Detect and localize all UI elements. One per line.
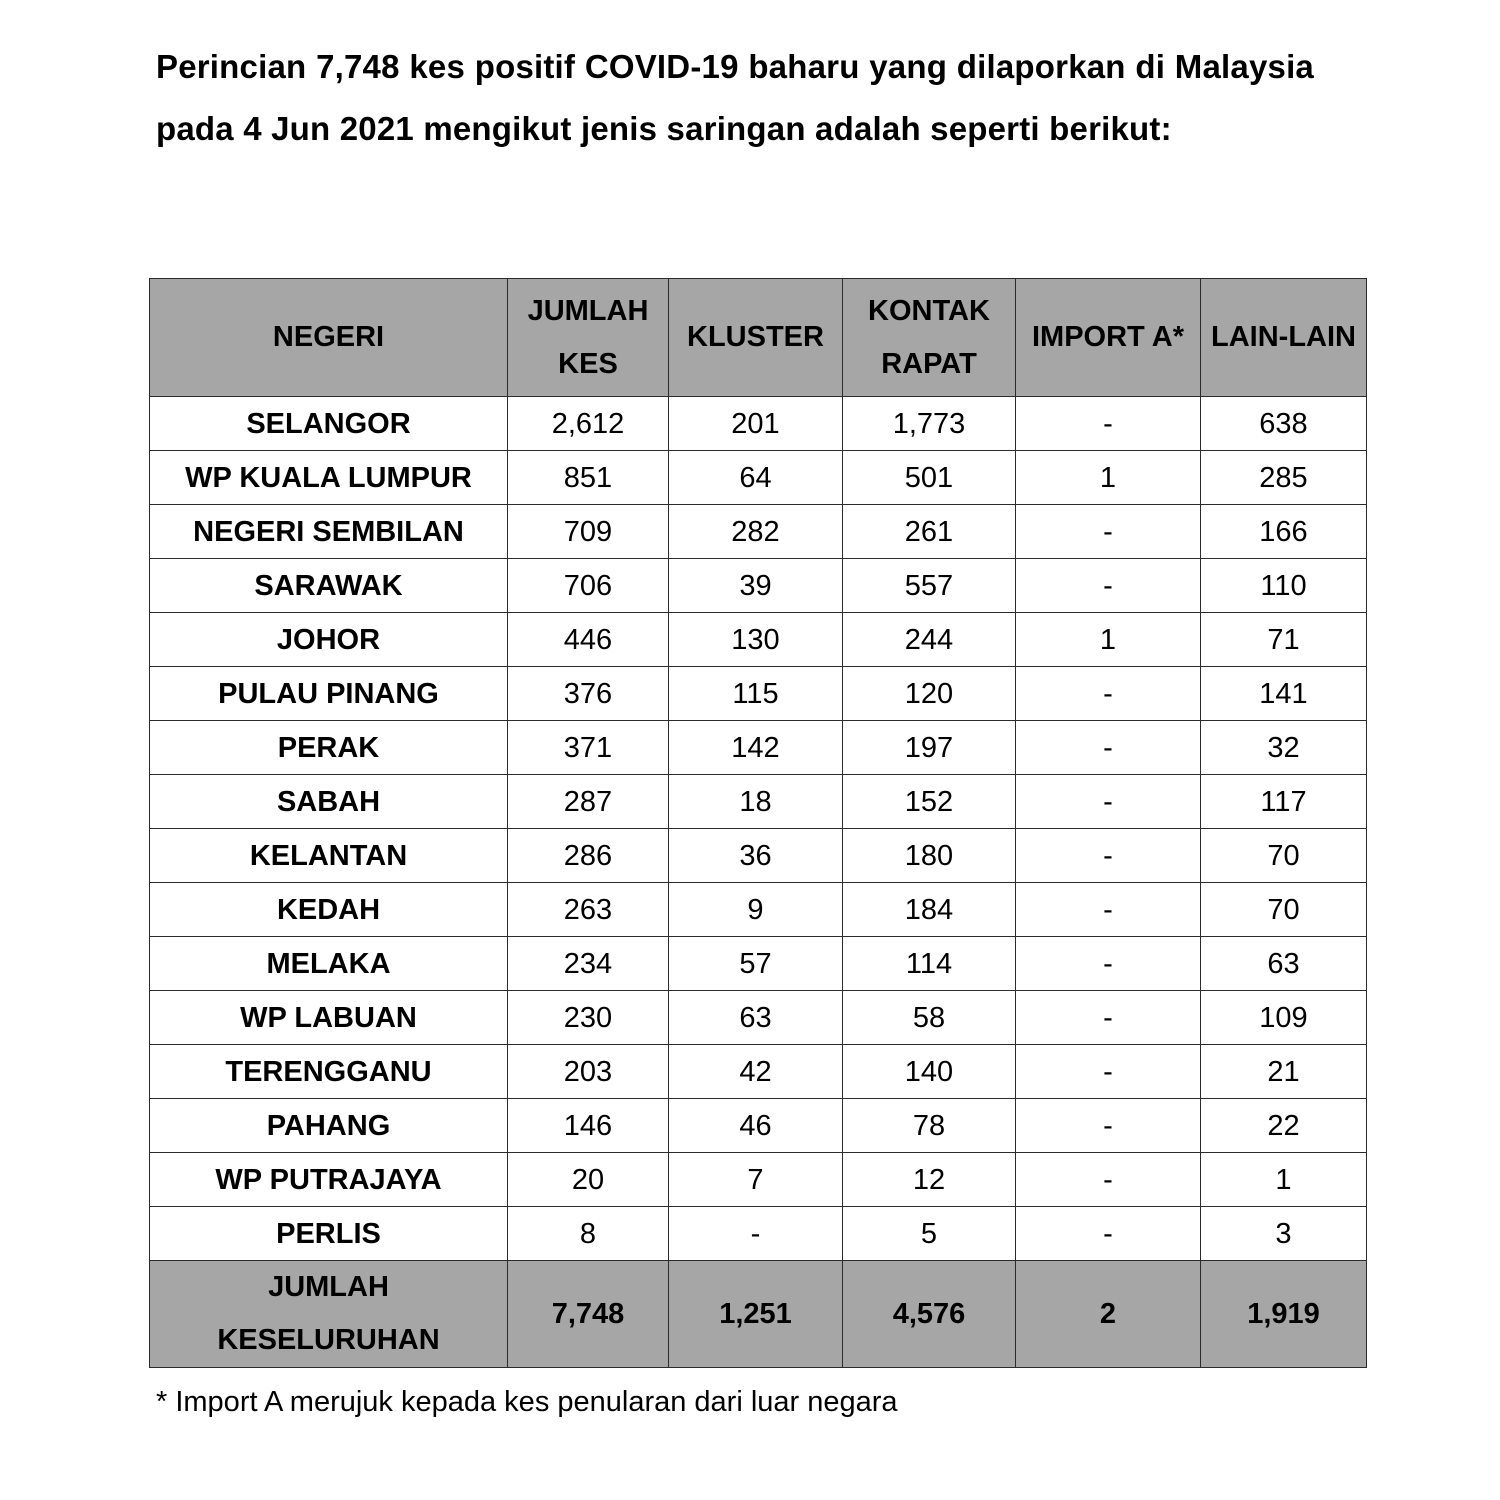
table-row	[150, 721, 1367, 775]
lain-lain-cell: 109	[1201, 991, 1367, 1045]
import-a-cell: -	[1016, 937, 1201, 991]
jumlah-kes-cell: 8	[508, 1207, 669, 1261]
jumlah-kes-cell: 286	[508, 829, 669, 883]
import-a-cell: 1	[1016, 451, 1201, 505]
state-cell: WP LABUAN	[150, 991, 508, 1045]
table-row	[150, 451, 1367, 505]
import-a-cell: -	[1016, 505, 1201, 559]
state-cell: PULAU PINANG	[150, 667, 508, 721]
jumlah-kes-cell: 709	[508, 505, 669, 559]
import-a-cell: -	[1016, 397, 1201, 451]
lain-lain-cell: 110	[1201, 559, 1367, 613]
total-import-a: 2	[1016, 1261, 1201, 1368]
lain-lain-cell: 63	[1201, 937, 1367, 991]
kluster-cell: 63	[669, 991, 843, 1045]
header-kontak-rapat: KONTAK RAPAT	[843, 279, 1016, 397]
jumlah-kes-cell: 230	[508, 991, 669, 1045]
jumlah-kes-cell: 20	[508, 1153, 669, 1207]
jumlah-kes-cell: 234	[508, 937, 669, 991]
lain-lain-cell: 3	[1201, 1207, 1367, 1261]
state-cell: PERLIS	[150, 1207, 508, 1261]
kontak-rapat-cell: 120	[843, 667, 1016, 721]
footnote: * Import A merujuk kepada kes penularan dari luar negara	[156, 1386, 898, 1418]
table-row	[150, 559, 1367, 613]
state-cell: PERAK	[150, 721, 508, 775]
kontak-rapat-cell: 58	[843, 991, 1016, 1045]
kontak-rapat-cell: 114	[843, 937, 1016, 991]
jumlah-kes-cell: 446	[508, 613, 669, 667]
kontak-rapat-cell: 1,773	[843, 397, 1016, 451]
table-row	[150, 883, 1367, 937]
table-row	[150, 1045, 1367, 1099]
import-a-cell: -	[1016, 1207, 1201, 1261]
intro-paragraph: Perincian 7,748 kes positif COVID-19 baharu yang dilaporkan di Malaysia pada 4 Jun 2021 mengikut jenis saringan adalah seperti berikut:	[156, 48, 1314, 147]
import-a-cell: -	[1016, 775, 1201, 829]
jumlah-kes-cell: 376	[508, 667, 669, 721]
header-jumlah-kes: JUMLAH KES	[508, 279, 669, 397]
kontak-rapat-cell: 12	[843, 1153, 1016, 1207]
lain-lain-cell: 285	[1201, 451, 1367, 505]
total-kontak-rapat: 4,576	[843, 1261, 1016, 1368]
kontak-rapat-cell: 197	[843, 721, 1016, 775]
state-cell: WP PUTRAJAYA	[150, 1153, 508, 1207]
kluster-cell: 9	[669, 883, 843, 937]
lain-lain-cell: 117	[1201, 775, 1367, 829]
kluster-cell: 7	[669, 1153, 843, 1207]
lain-lain-cell: 638	[1201, 397, 1367, 451]
kontak-rapat-cell: 501	[843, 451, 1016, 505]
kontak-rapat-cell: 184	[843, 883, 1016, 937]
import-a-cell: -	[1016, 883, 1201, 937]
import-a-cell: -	[1016, 1153, 1201, 1207]
kontak-rapat-cell: 244	[843, 613, 1016, 667]
lain-lain-cell: 32	[1201, 721, 1367, 775]
lain-lain-cell: 141	[1201, 667, 1367, 721]
state-cell: SABAH	[150, 775, 508, 829]
jumlah-kes-cell: 371	[508, 721, 669, 775]
kontak-rapat-cell: 261	[843, 505, 1016, 559]
state-cell: SELANGOR	[150, 397, 508, 451]
import-a-cell: -	[1016, 1045, 1201, 1099]
cases-by-state-table	[149, 278, 1367, 1368]
state-cell: KELANTAN	[150, 829, 508, 883]
jumlah-kes-cell: 263	[508, 883, 669, 937]
total-lain-lain: 1,919	[1201, 1261, 1367, 1368]
lain-lain-cell: 70	[1201, 883, 1367, 937]
total-kluster: 1,251	[669, 1261, 843, 1368]
kluster-cell: 39	[669, 559, 843, 613]
kluster-cell: 115	[669, 667, 843, 721]
table-row	[150, 1207, 1367, 1261]
import-a-cell: -	[1016, 991, 1201, 1045]
header-import-a: IMPORT A*	[1016, 279, 1201, 397]
table-row	[150, 667, 1367, 721]
state-cell: TERENGGANU	[150, 1045, 508, 1099]
table-row	[150, 505, 1367, 559]
total-row	[150, 1261, 1367, 1368]
header-negeri: NEGERI	[150, 279, 508, 397]
table-row	[150, 613, 1367, 667]
kluster-cell: 46	[669, 1099, 843, 1153]
state-cell: SARAWAK	[150, 559, 508, 613]
lain-lain-cell: 166	[1201, 505, 1367, 559]
state-cell: PAHANG	[150, 1099, 508, 1153]
kluster-cell: 142	[669, 721, 843, 775]
table-row	[150, 829, 1367, 883]
import-a-cell: -	[1016, 721, 1201, 775]
kontak-rapat-cell: 180	[843, 829, 1016, 883]
table-row	[150, 397, 1367, 451]
table-header-row	[150, 279, 1367, 397]
kluster-cell: 201	[669, 397, 843, 451]
lain-lain-cell: 71	[1201, 613, 1367, 667]
lain-lain-cell: 1	[1201, 1153, 1367, 1207]
table-row	[150, 775, 1367, 829]
state-cell: WP KUALA LUMPUR	[150, 451, 508, 505]
jumlah-kes-cell: 2,612	[508, 397, 669, 451]
total-label: JUMLAH KESELURUHAN	[150, 1261, 508, 1368]
lain-lain-cell: 22	[1201, 1099, 1367, 1153]
lain-lain-cell: 21	[1201, 1045, 1367, 1099]
state-cell: KEDAH	[150, 883, 508, 937]
jumlah-kes-cell: 706	[508, 559, 669, 613]
import-a-cell: 1	[1016, 613, 1201, 667]
header-lain-lain: LAIN-LAIN	[1201, 279, 1367, 397]
kontak-rapat-cell: 557	[843, 559, 1016, 613]
import-a-cell: -	[1016, 829, 1201, 883]
kontak-rapat-cell: 140	[843, 1045, 1016, 1099]
kluster-cell: 282	[669, 505, 843, 559]
total-jumlah-kes: 7,748	[508, 1261, 669, 1368]
state-cell: NEGERI SEMBILAN	[150, 505, 508, 559]
jumlah-kes-cell: 287	[508, 775, 669, 829]
table-row	[150, 991, 1367, 1045]
lain-lain-cell: 70	[1201, 829, 1367, 883]
kluster-cell: 42	[669, 1045, 843, 1099]
state-cell: JOHOR	[150, 613, 508, 667]
jumlah-kes-cell: 146	[508, 1099, 669, 1153]
kontak-rapat-cell: 5	[843, 1207, 1016, 1261]
table-body	[150, 397, 1367, 1261]
kluster-cell: -	[669, 1207, 843, 1261]
state-cell: MELAKA	[150, 937, 508, 991]
import-a-cell: -	[1016, 1099, 1201, 1153]
header-kluster: KLUSTER	[669, 279, 843, 397]
kontak-rapat-cell: 78	[843, 1099, 1016, 1153]
import-a-cell: -	[1016, 559, 1201, 613]
table-row	[150, 937, 1367, 991]
kluster-cell: 130	[669, 613, 843, 667]
kluster-cell: 64	[669, 451, 843, 505]
kluster-cell: 36	[669, 829, 843, 883]
table-row	[150, 1099, 1367, 1153]
jumlah-kes-cell: 851	[508, 451, 669, 505]
import-a-cell: -	[1016, 667, 1201, 721]
kluster-cell: 57	[669, 937, 843, 991]
kontak-rapat-cell: 152	[843, 775, 1016, 829]
jumlah-kes-cell: 203	[508, 1045, 669, 1099]
kluster-cell: 18	[669, 775, 843, 829]
table-row	[150, 1153, 1367, 1207]
